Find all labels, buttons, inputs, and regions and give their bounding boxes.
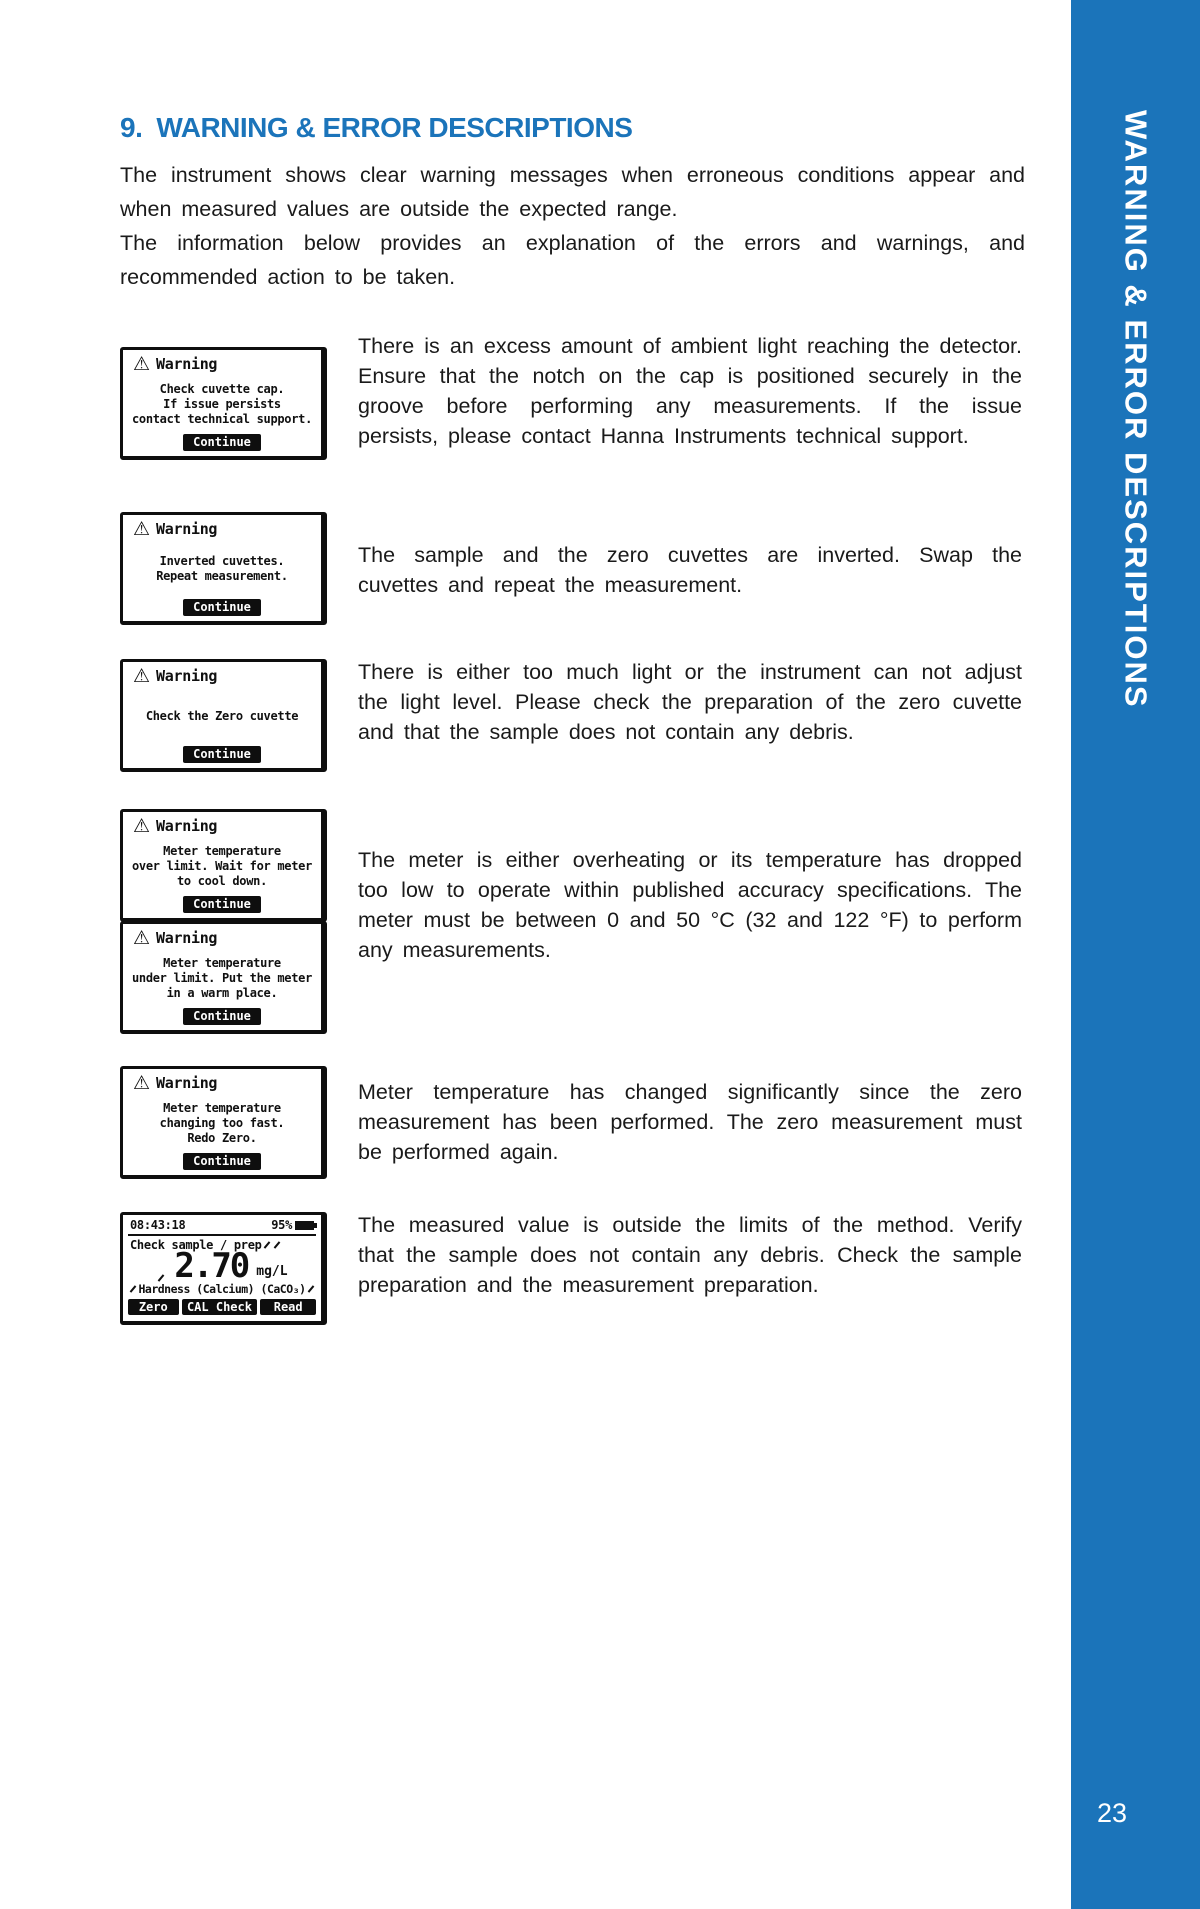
- warning-screen-message: [129, 374, 315, 434]
- warning-triangle-icon: ⚠: [133, 927, 151, 949]
- warning-screen-header: [129, 666, 315, 686]
- warning-screen-title: Warning: [156, 929, 218, 947]
- description-inverted-cuvettes: The sample and the zero cuvettes are inverted. Swap the cuvettes and repeat the measurement.: [358, 543, 1022, 597]
- description-redo-zero: Meter temperature has changed significantly since the zero measurement has been performed. The zero measurement must be performed again.: [358, 1080, 1022, 1164]
- section-title-text: WARNING & ERROR DESCRIPTIONS: [156, 112, 633, 143]
- read-button: Read: [260, 1299, 316, 1315]
- blink-indicator-icon: [273, 1241, 280, 1248]
- warning-screen-message: [129, 948, 315, 1008]
- warning-line: Meter temperature: [163, 843, 281, 858]
- warning-line: Meter temperature: [163, 1100, 281, 1115]
- continue-button: Continue: [183, 599, 261, 616]
- warning-line: If issue persists: [163, 396, 281, 411]
- measurement-reading: [128, 1246, 316, 1286]
- warning-screen-header: [129, 928, 315, 948]
- zero-button: Zero: [128, 1299, 179, 1315]
- warning-screen-title: Warning: [156, 520, 218, 538]
- clock-text: 08:43:18: [130, 1218, 186, 1232]
- warning-screen-check-zero-cuvette: [120, 659, 327, 772]
- warning-screen-title: Warning: [156, 817, 218, 835]
- warning-line: over limit. Wait for meter: [131, 858, 313, 873]
- warning-screen-title: Warning: [156, 667, 218, 685]
- warning-screen-message: [129, 539, 315, 599]
- warning-line: Redo Zero.: [187, 1130, 257, 1145]
- method-line: [128, 1282, 316, 1296]
- warning-screen-check-cuvette-cap: [120, 347, 327, 460]
- battery-percent: 95%: [271, 1218, 292, 1232]
- description-meter-temperature: The meter is either overheating or its temperature has dropped too low to operate within published accuracy specifications. The meter must be between 0 and 50 °C (32 and 122 °F) to perform any measurements.: [358, 848, 1022, 962]
- blink-indicator-icon: [158, 1274, 165, 1281]
- warning-triangle-icon: ⚠: [133, 353, 151, 375]
- warning-line: Meter temperature: [163, 955, 281, 970]
- chapter-sidebar-label: WARNING & ERROR DESCRIPTIONS: [1118, 110, 1154, 709]
- continue-button: Continue: [183, 434, 261, 451]
- warning-screen-temp-over-limit: [120, 809, 327, 922]
- blink-indicator-icon: [307, 1285, 314, 1292]
- blink-indicator-icon: [130, 1285, 137, 1292]
- section-title: [120, 112, 1020, 144]
- description-zero-cuvette: There is either too much light or the instrument can not adjust the light level. Please check the preparation of the zero cuvette and that the sample does not contain any debris.: [358, 660, 1022, 744]
- battery-indicator: [271, 1218, 314, 1232]
- warning-screen-inverted-cuvettes: [120, 512, 327, 625]
- warning-line: Repeat measurement.: [156, 569, 288, 583]
- chapter-sidebar: [1071, 0, 1200, 1909]
- warning-screen-header: [129, 816, 315, 836]
- warning-screen-message: [129, 686, 315, 746]
- warning-line: Inverted cuvettes.: [159, 554, 285, 568]
- description-out-of-limits: The measured value is outside the limits of the method. Verify that the sample does not contain any debris. Check the sample preparation and the measurement preparation.: [358, 1213, 1022, 1297]
- warning-screen-header: [129, 1073, 315, 1093]
- measurement-status-bar: [128, 1218, 316, 1236]
- warning-triangle-icon: ⚠: [133, 1072, 151, 1094]
- intro-paragraph: The instrument shows clear warning messages when erroneous conditions appear and when measured values are outside the expected range.: [120, 163, 1025, 221]
- continue-button: Continue: [183, 1153, 261, 1170]
- measurement-value: 2.70: [174, 1246, 249, 1286]
- warning-line: changing too fast.: [159, 1115, 285, 1130]
- warning-screen-title: Warning: [156, 355, 218, 373]
- measurement-screen: [120, 1212, 327, 1325]
- blink-indicator-icon: [263, 1241, 270, 1248]
- warning-triangle-icon: ⚠: [133, 665, 151, 687]
- warning-line: Check cuvette cap.: [159, 381, 285, 396]
- continue-button: Continue: [183, 1008, 261, 1025]
- warning-triangle-icon: ⚠: [133, 518, 151, 540]
- battery-icon: [295, 1221, 314, 1230]
- warning-line: contact technical support.: [131, 411, 313, 426]
- method-name: Hardness (Calcium) (CaCO₃): [138, 1282, 306, 1296]
- warning-screen-message: [129, 1093, 315, 1153]
- measurement-softkeys: [128, 1299, 316, 1315]
- warning-line: to cool down.: [176, 873, 268, 888]
- warning-screen-message: [129, 836, 315, 896]
- warning-line: in a warm place.: [166, 985, 278, 1000]
- warning-line: Check the Zero cuvette: [145, 708, 299, 723]
- cal-check-button: CAL Check: [182, 1299, 258, 1315]
- intro-paragraph: The information below provides an explanation of the errors and warnings, and recommended action to be taken.: [120, 231, 1025, 289]
- warning-screen-title: Warning: [156, 1074, 218, 1092]
- warning-screen-temp-under-limit: [120, 921, 327, 1034]
- warning-line: under limit. Put the meter: [131, 970, 313, 985]
- warning-screen-temp-changing: [120, 1066, 327, 1179]
- continue-button: Continue: [183, 746, 261, 763]
- measurement-unit: mg/L: [256, 1264, 288, 1279]
- description-ambient-light: There is an excess amount of ambient light reaching the detector. Ensure that the notch on the cap is positioned securely in the groove before performing any measurements. If the issue persists, please contact Hanna Instruments technical support.: [358, 334, 1022, 448]
- page-number: 23: [1097, 1798, 1128, 1828]
- section-number: 9.: [120, 112, 143, 143]
- warning-screen-header: [129, 519, 315, 539]
- warning-screen-header: [129, 354, 315, 374]
- sample-status-text: Check sample / prep: [130, 1238, 262, 1252]
- continue-button: Continue: [183, 896, 261, 913]
- intro-paragraphs: [120, 158, 1025, 294]
- warning-triangle-icon: ⚠: [133, 815, 151, 837]
